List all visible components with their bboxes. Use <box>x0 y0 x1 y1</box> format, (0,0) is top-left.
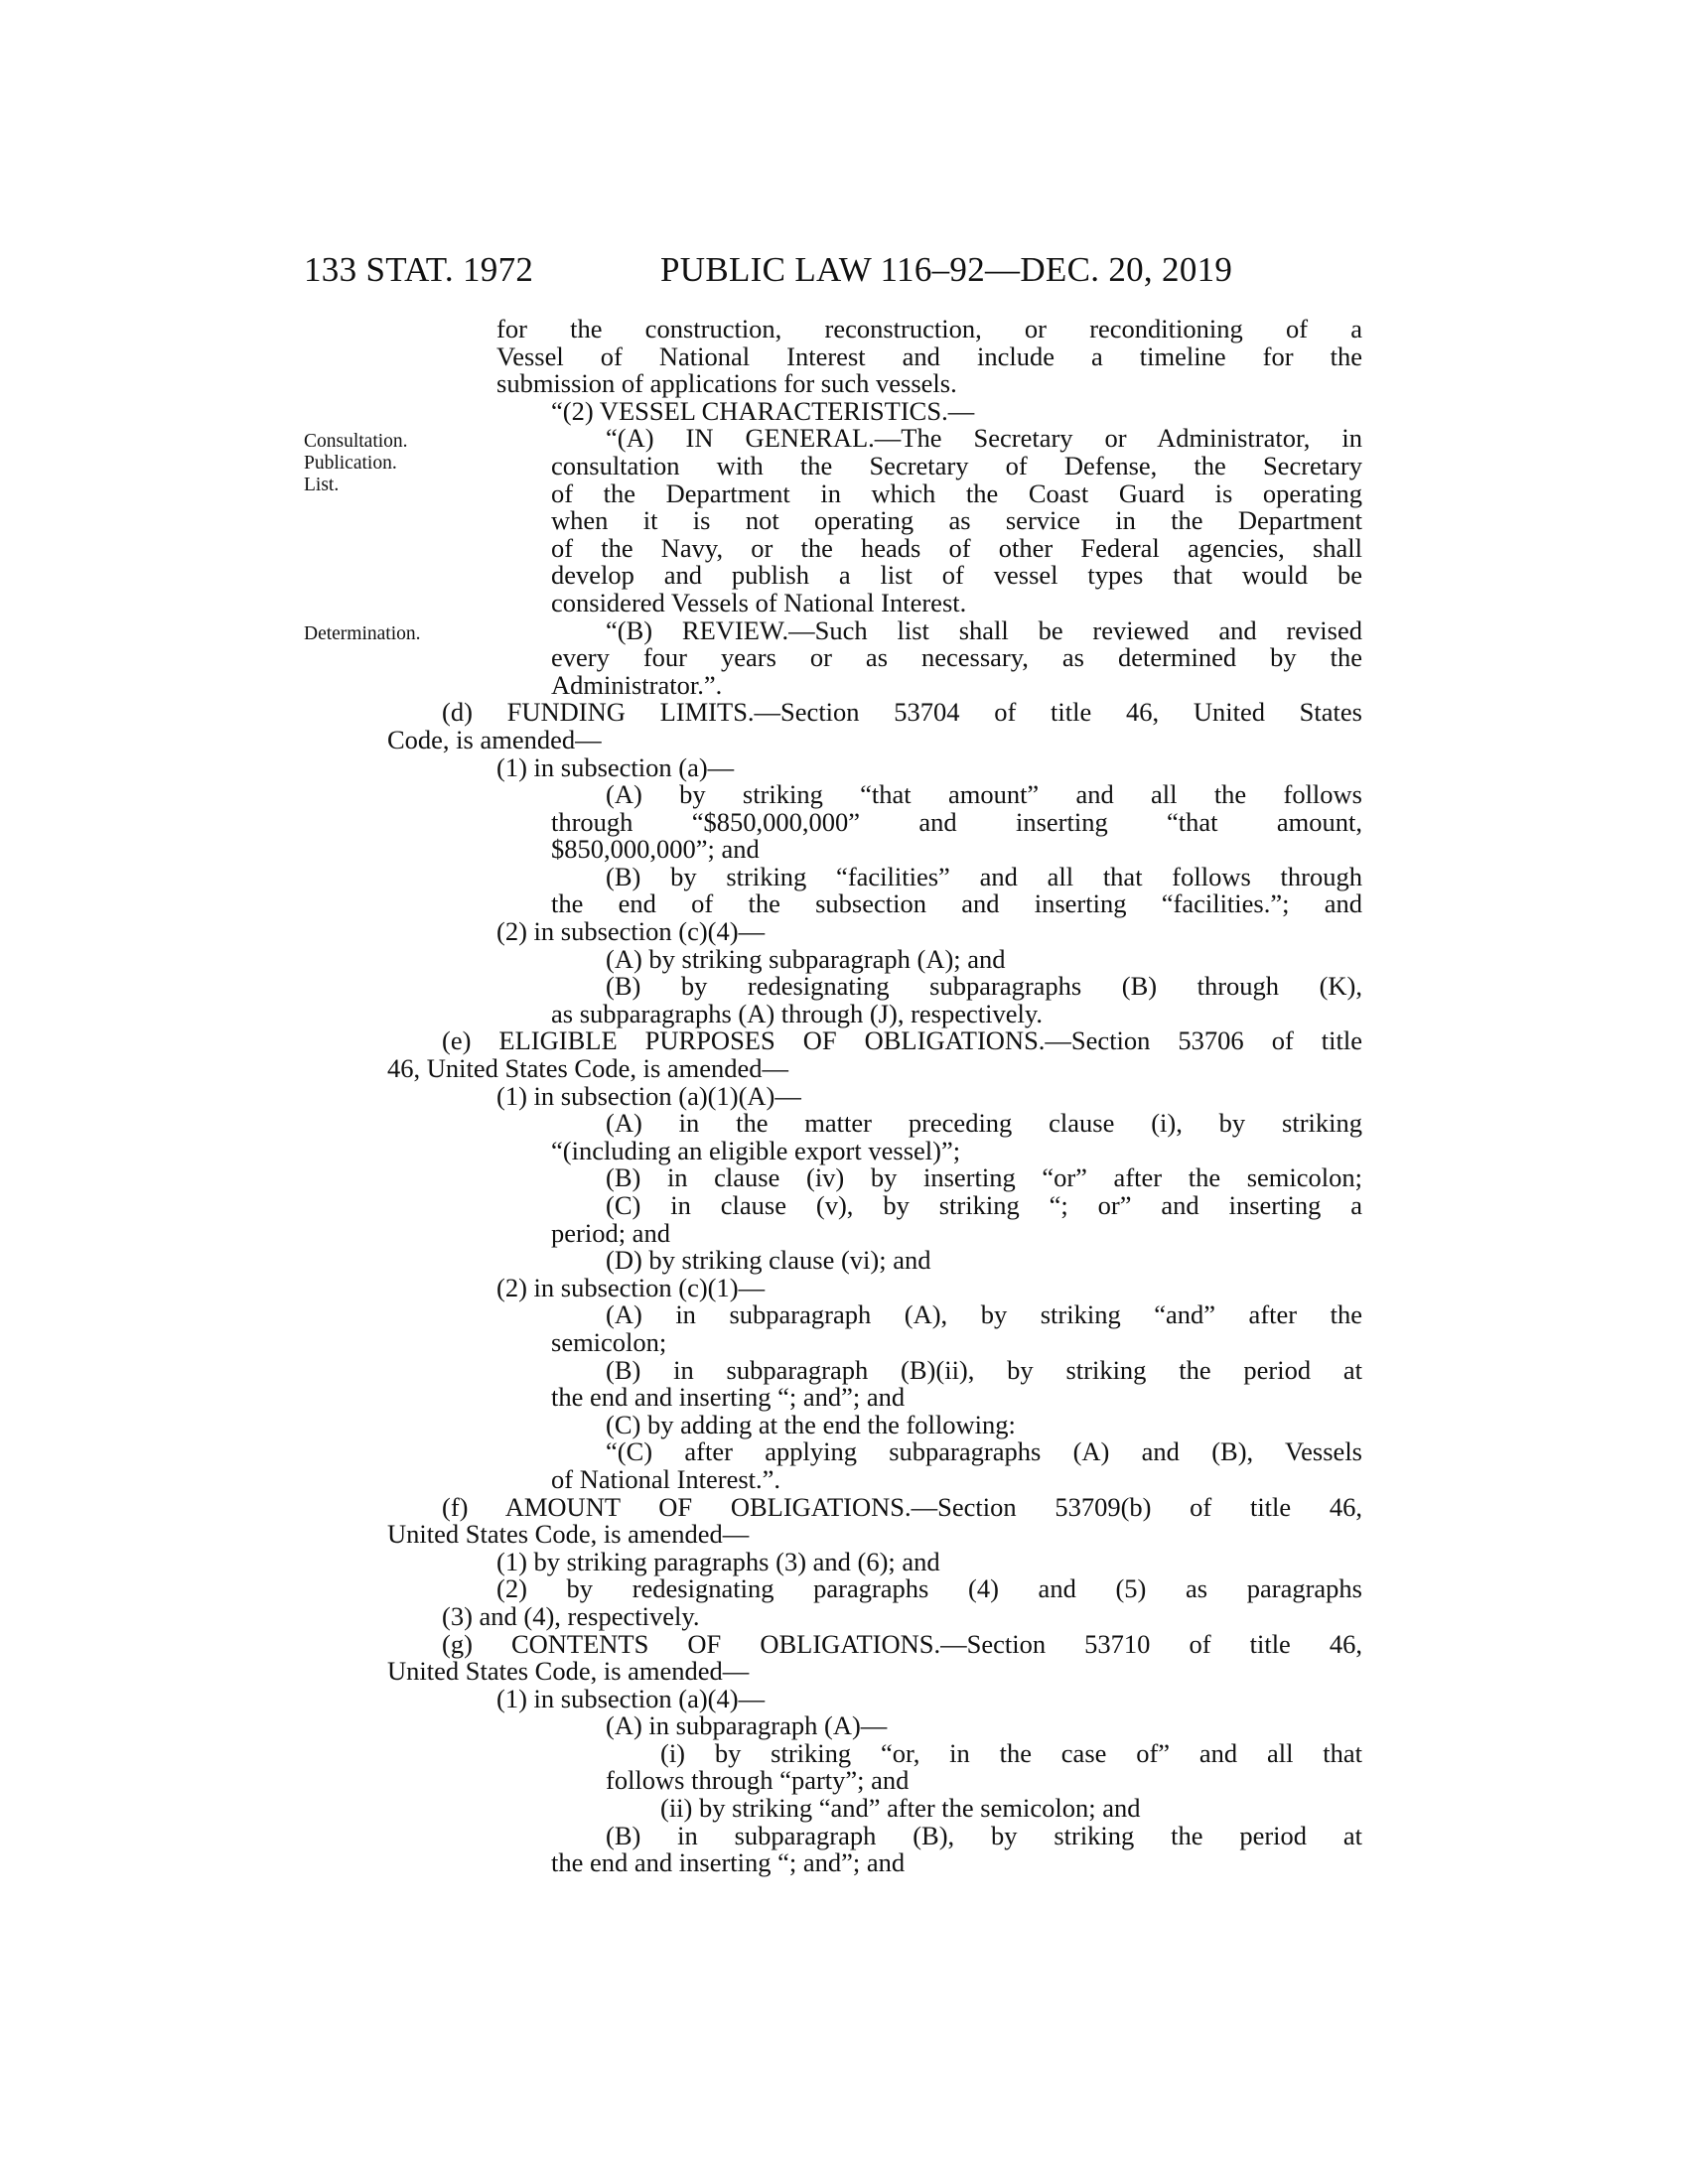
text-line: of National Interest.”. <box>551 1463 781 1494</box>
text-line: United States Code, is amended— <box>387 1656 750 1687</box>
text-line: (B) by redesignating subparagraphs (B) through (K), <box>606 971 1362 1002</box>
text-line: semicolon; <box>551 1326 667 1357</box>
text-line: the end and inserting “; and”; and <box>551 1382 906 1413</box>
text-line: (i) by striking “or, in the case of” and all that <box>660 1737 1362 1768</box>
margin-note-line: List. <box>304 475 340 495</box>
text-line: submission of applications for such vessels. <box>496 368 957 399</box>
text-line: (e) ELIGIBLE PURPOSES OF OBLIGATIONS.—Section 53706 of title <box>442 1025 1362 1056</box>
text-line: United States Code, is amended— <box>387 1519 750 1550</box>
text-line: “(including an eligible export vessel)”; <box>551 1135 961 1165</box>
text-line: Administrator.”. <box>551 669 723 700</box>
text-line: as subparagraphs (A) through (J), respectively. <box>551 998 1043 1028</box>
margin-note-line: Publication. <box>304 453 397 474</box>
margin-note-determination <box>304 623 421 645</box>
text-line: for the construction, reconstruction, or reconditioning of a <box>496 314 1362 343</box>
text-line: (3) and (4), respectively. <box>442 1600 700 1631</box>
text-line: (2) in subsection (c)(4)— <box>496 916 766 947</box>
text-line: of the Navy, or the heads of other Federal agencies, shall <box>551 532 1362 563</box>
text-line: (B) in clause (iv) by inserting “or” after the semicolon; <box>606 1162 1362 1193</box>
text-line: follows through “party”; and <box>606 1765 910 1796</box>
text-line: (A) by striking subparagraph (A); and <box>606 943 1006 974</box>
text-line: (A) in subparagraph (A)— <box>606 1710 888 1741</box>
text-line: (d) FUNDING LIMITS.—Section 53704 of title 46, United States <box>442 697 1362 728</box>
text-line: (1) in subsection (a)(4)— <box>496 1683 766 1713</box>
text-line: Code, is amended— <box>387 724 602 754</box>
page-stat-number: 133 STAT. 1972 <box>304 250 534 289</box>
margin-note-line: Consultation. <box>304 431 408 452</box>
text-line: Vessel of National Interest and include a timeline for the <box>496 341 1362 371</box>
text-line: every four years or as necessary, as determined by the <box>551 642 1362 673</box>
text-line: (B) in subparagraph (B), by striking the period at <box>606 1820 1362 1850</box>
text-line: (B) by striking “facilities” and all that follows through <box>606 861 1362 891</box>
margin-note-consultation <box>304 431 408 496</box>
text-line: (A) in the matter preceding clause (i), by striking <box>606 1108 1362 1139</box>
text-line: “(C) after applying subparagraphs (A) and (B), Vessels <box>606 1436 1362 1467</box>
text-line: (D) by striking clause (vi); and <box>606 1245 931 1276</box>
text-line: the end of the subsection and inserting “facilities.”; and <box>551 888 1362 919</box>
text-line: the end and inserting “; and”; and <box>551 1847 906 1878</box>
text-line: develop and publish a list of vessel types that would be <box>551 560 1362 591</box>
text-line: period; and <box>551 1217 670 1248</box>
page-running-head: PUBLIC LAW 116–92—DEC. 20, 2019 <box>660 250 1233 289</box>
text-line: (1) by striking paragraphs (3) and (6); and <box>496 1546 940 1576</box>
text-line: of the Department in which the Coast Guard is operating <box>551 478 1362 508</box>
text-line: (ii) by striking “and” after the semicolon; and <box>660 1793 1141 1824</box>
text-line: when it is not operating as service in the Department <box>551 505 1362 536</box>
text-line: (g) CONTENTS OF OBLIGATIONS.—Section 53710 of title 46, <box>442 1628 1362 1659</box>
text-line: through “$850,000,000” and inserting “that amount, <box>551 806 1362 837</box>
text-line: (2) by redesignating paragraphs (4) and (5) as paragraphs <box>496 1573 1362 1604</box>
text-line: considered Vessels of National Interest. <box>551 587 967 617</box>
text-line: (B) in subparagraph (B)(ii), by striking the period at <box>606 1354 1362 1385</box>
margin-note-line: Determination. <box>304 623 421 644</box>
text-line: (A) by striking “that amount” and all the follows <box>606 779 1362 810</box>
text-line: 46, United States Code, is amended— <box>387 1053 789 1084</box>
text-line: “(A) IN GENERAL.—The Secretary or Administrator, in <box>606 423 1362 454</box>
text-line: “(2) VESSEL CHARACTERISTICS.— <box>551 395 975 426</box>
text-line: (A) in subparagraph (A), by striking “and” after the <box>606 1299 1362 1330</box>
text-line: (1) in subsection (a)— <box>496 751 735 782</box>
text-line: $850,000,000”; and <box>551 834 760 865</box>
text-line: (C) by adding at the end the following: <box>606 1409 1016 1439</box>
statute-body-text <box>387 314 1362 1878</box>
text-line: consultation with the Secretary of Defense, the Secretary <box>551 450 1362 480</box>
text-line: (C) in clause (v), by striking “; or” and inserting a <box>606 1190 1362 1220</box>
text-line: (1) in subsection (a)(1)(A)— <box>496 1080 801 1111</box>
text-line: (f) AMOUNT OF OBLIGATIONS.—Section 53709(b) of title 46, <box>442 1491 1362 1522</box>
text-line: “(B) REVIEW.—Such list shall be reviewed and revised <box>606 614 1362 645</box>
text-line: (2) in subsection (c)(1)— <box>496 1272 766 1302</box>
